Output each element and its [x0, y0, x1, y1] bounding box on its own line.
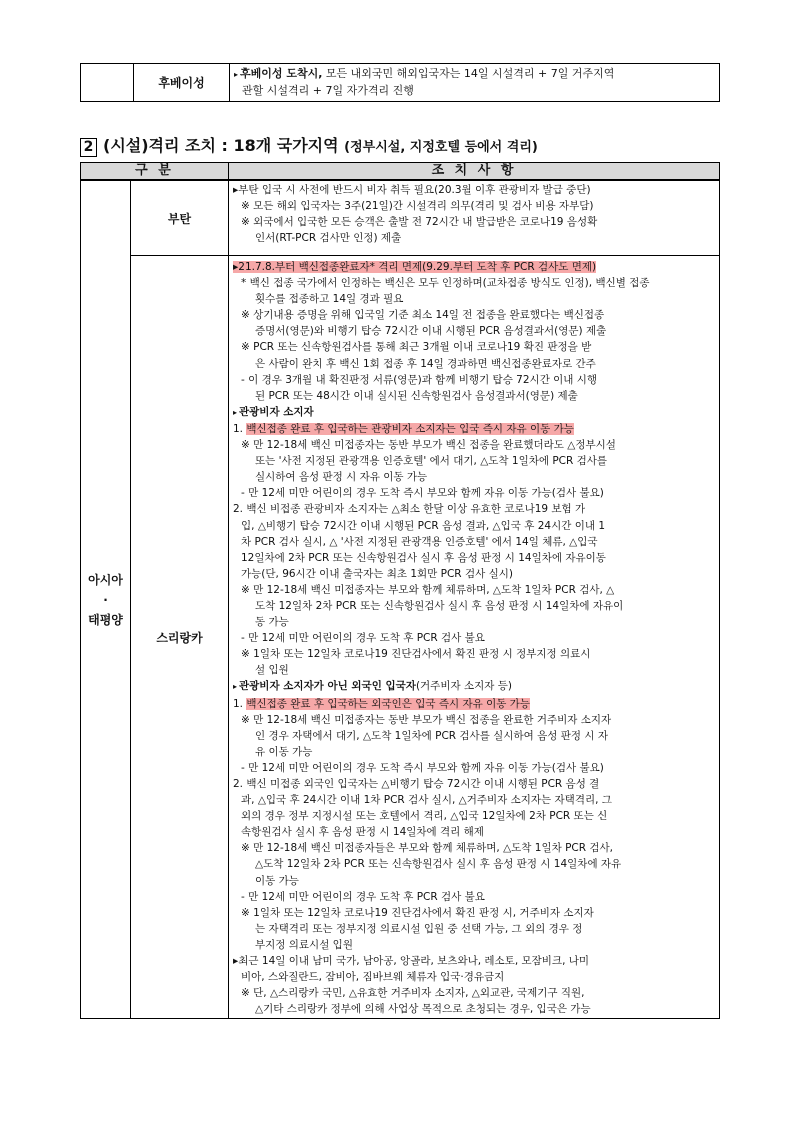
text-line: - 만 12세 미만 어린이의 경우 도착 즉시 부모와 함께 자유 이동 가능(검사 불요): [241, 487, 604, 500]
text-line: 1. 백신접종 완료 후 입국하는 관광비자 소지자는 입국 즉시 자유 이동 가능: [233, 422, 574, 435]
text-line: 증명서(영문)와 비행기 탑승 72시간 이내 시행된 PCR 음성결과서(영문) 제출: [255, 325, 607, 338]
text-line: 은 사람이 완치 후 백신 1회 접종 후 14일 경과하면 백신접종완료자로 간주: [255, 357, 596, 370]
text-line: 인서(RT-PCR 검사만 인정) 제출: [255, 232, 402, 245]
text-line: 비아, 스와질란드, 잠비아, 짐바브웨 체류자 입국·경유금지: [241, 971, 505, 984]
text-line: 된 PCR 또는 48시간 이내 실시된 신속항원검사 음성결과서(영문) 제출: [255, 389, 578, 402]
text-line: - 만 12세 미만 어린이의 경우 도착 후 PCR 검사 불요: [241, 890, 485, 903]
text-line: ※ 상기내용 증명을 위해 입국일 기준 최소 14일 전 접종을 완료했다는 백신접종: [241, 309, 605, 322]
text-line: ※ 1일차 또는 12일차 코로나19 진단검사에서 확진 판정 시 정부지정 의료시: [241, 648, 591, 661]
text-line: 실시하여 음성 판정 시 자유 이동 가능: [255, 471, 428, 484]
text-line: ※ PCR 또는 신속항원검사를 통해 최근 3개월 이내 코로나19 확진 판정을 받: [241, 341, 592, 354]
text-line: 가능(단, 96시간 이내 출국자는 최초 1회만 PCR 검사 실시): [241, 567, 513, 580]
text-line: △기타 스리랑카 정부에 의해 사업상 목적으로 초청되는 경우, 입국은 가능: [255, 1003, 591, 1016]
text-line: ▸부탄 입국 시 사전에 반드시 비자 취득 필요(20.3월 이후 관광비자 발급 중단): [233, 184, 591, 196]
hubei-content: [230, 64, 720, 102]
bhutan-detail: [229, 180, 720, 256]
text-line: 입, △비행기 탑승 72시간 이내 시행된 PCR 음성 결과, △입국 후 24시간 이내 1: [241, 519, 606, 532]
text-line: 2. 백신 비접종 관광비자 소지자는 △최소 한달 이상 유효한 코로나19 보험 가: [233, 503, 586, 516]
text-line: 설 입원: [255, 664, 289, 677]
highlight-text: 백신접종 완료 후 입국하는 외국인은 입국 즉시 자유 이동 가능: [246, 697, 530, 710]
text-line: 도착 12일차 2차 PCR 또는 신속항원검사 실시 후 음성 판정 시 14일차에 자유이: [255, 599, 624, 612]
text-line: - 이 경우 3개월 내 확진판정 서류(영문)과 함께 비행기 탑승 72시간 이내 시행: [241, 373, 598, 386]
section-title: [80, 133, 538, 157]
subheading-tourist-visa: ▸ 관광비자 소지자: [233, 405, 314, 418]
text-line: 과, △입국 후 24시간 이내 1차 PCR 검사 실시, △거주비자 소지자는 자택격리, 그: [241, 794, 612, 807]
text-line: ※ 만 12-18세 백신 미접종자는 동반 부모가 백신 접종을 완료했더라도 △정부시설: [241, 439, 616, 452]
text-line: 횟수를 접종하고 14일 경과 필요: [255, 293, 404, 306]
text-line: 12일차에 2차 PCR 또는 신속항원검사 실시 후 음성 판정 시 14일차에 자유이동: [241, 551, 606, 564]
section-title-text: (시설)격리 조치 : 18개 국가지역: [103, 136, 339, 155]
text-line: ※ 단, △스리랑카 국민, △유효한 거주비자 소지자, △외교관, 국제기구 직원,: [241, 987, 585, 1000]
text-line: ※ 만 12-18세 백신 미접종자들은 부모와 함께 체류하며, △도착 1일차 PCR 검사,: [241, 842, 613, 855]
text-line: * 백신 접종 국가에서 인정하는 백신은 모두 인정하며(교차접종 방식도 인정), 백신별 접종: [241, 277, 650, 290]
text-line: 2. 백신 미접종 외국인 입국자는 △비행기 탑승 72시간 이내 시행된 PCR 음성 결: [233, 778, 600, 790]
text-line: 차 PCR 검사 실시, △ '사전 지정된 관광객용 인증호텔' 에서 14일 체류, △입국: [241, 535, 598, 548]
blank-cell: [81, 64, 134, 102]
hubei-table: [80, 63, 720, 102]
text-line: 동 가능: [255, 616, 289, 629]
text-line: - 만 12세 미만 어린이의 경우 도착 후 PCR 검사 불요: [241, 632, 485, 645]
hubei-line-2: 관할 시설격리 + 7일 자가격리 진행: [242, 84, 414, 97]
section-number: 2: [80, 138, 97, 157]
text-line: ※ 1일차 또는 12일차 코로나19 진단검사에서 확진 판정 시, 거주비자 소지자: [241, 906, 594, 919]
text-line: △도착 12일차 2차 PCR 또는 신속항원검사 실시 후 음성 판정 시 14일차에 자유: [255, 858, 622, 871]
text-line: 1. 백신접종 완료 후 입국하는 외국인은 입국 즉시 자유 이동 가능: [233, 697, 530, 710]
header-category: 구 분: [81, 163, 229, 181]
region-asia-pacific: 아시아 · 태평양: [81, 180, 131, 1019]
measures-table: [80, 162, 720, 1019]
text-line: ※ 만 12-18세 백신 미접종자는 부모와 함께 체류하며, △도착 1일차 PCR 검사, △: [241, 583, 615, 596]
text-line: 유 이동 가능: [255, 745, 313, 758]
text-line: 속항원검사 실시 후 음성 판정 시 14일차에 격리 해제: [241, 826, 484, 839]
text-line: ※ 모든 해외 입국자는 3주(21일)간 시설격리 의무(격리 및 검사 비용 자부담): [241, 200, 594, 213]
text-line: ▸최근 14일 이내 남미 국가, 남아공, 앙골라, 보츠와나, 레소토, 모잠비크, 나미: [233, 955, 590, 968]
header-measures: 조 치 사 항: [229, 163, 720, 181]
country-bhutan: 부탄: [131, 180, 229, 256]
text-line: 인 경우 자택에서 대기, △도착 1일차에 PCR 검사를 실시하여 음성 판정 시 자: [255, 729, 608, 742]
country-srilanka: 스리랑카: [131, 256, 229, 1019]
highlight-text: 백신접종 완료 후 입국하는 관광비자 소지자는 입국 즉시 자유 이동 가능: [246, 422, 574, 435]
section-subtitle: (정부시설, 지정호텔 등에서 격리): [344, 140, 538, 155]
text-line: ※ 만 12-18세 백신 미접종자는 동반 부모가 백신 접종을 완료한 거주비자 소지자: [241, 713, 612, 726]
text-line: 부지정 의료시설 입원: [255, 938, 353, 951]
text-line: 또는 '사전 지정된 관광객용 인증호텔' 에서 대기, △도착 1일차에 PCR 검사를: [255, 455, 608, 468]
text-line: 는 자택격리 또는 정부지정 의료시설 입원 중 선택 가능, 그 외의 경우 정: [255, 922, 583, 935]
hubei-label: 후베이성: [134, 64, 230, 102]
text-line: ※ 외국에서 입국한 모든 승객은 출발 전 72시간 내 발급받은 코로나19 음성확: [241, 216, 598, 229]
srilanka-detail: [229, 256, 720, 1019]
text-line: - 만 12세 미만 어린이의 경우 도착 즉시 부모와 함께 자유 이동 가능(검사 불요): [241, 761, 604, 774]
highlight-text: ▸21.7.8.부터 백신접종완료자* 격리 면제(9.29.부터 도착 후 PCR 검사도 면제): [233, 261, 597, 273]
text-line: 외의 경우 정부 지정시설 또는 호텔에서 격리, △입국 12일차에 2차 PCR 또는 신: [241, 810, 608, 823]
text-line: 이동 가능: [255, 874, 299, 887]
hubei-line-1: ▸ 후베이성 도착시, 모든 내외국민 해외입국자는 14일 시설격리 + 7일 거주지역: [234, 67, 615, 80]
subheading-non-tourist: ▸ 관광비자 소지자가 아닌 외국인 입국자(거주비자 소지자 등): [233, 680, 512, 693]
